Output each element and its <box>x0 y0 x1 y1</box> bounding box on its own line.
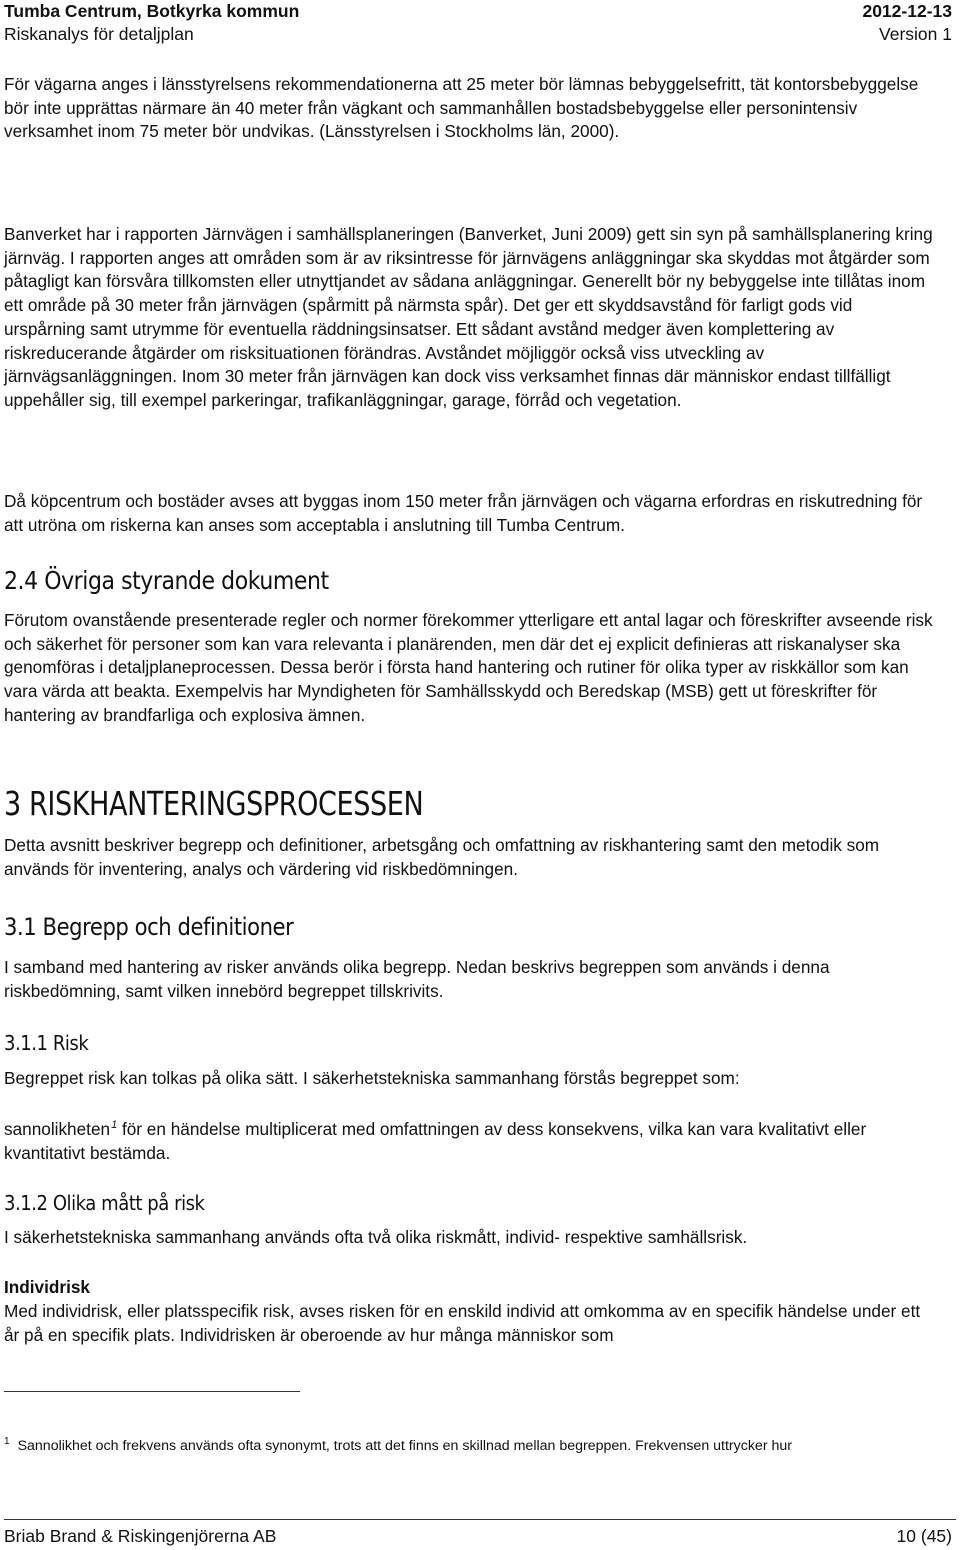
footnote-text: Sannolikhet och frekvens används ofta synonymt, trots att det finns en skillnad mellan begreppen. Frekvensen uttrycker hur <box>17 1438 792 1454</box>
page-header-row-2 <box>4 23 952 45</box>
paragraph-risk-interpretation: Begreppet risk kan tolkas på olika sätt. I säkerhetstekniska sammanhang förstås begreppet som: <box>4 1068 740 1088</box>
heading-individrisk: Individrisk <box>4 1277 90 1297</box>
paragraph-other-documents: Förutom ovanstående presenterade regler och normer förekommer ytterligare ett antal lagar och föreskrifter avseende risk och säkerhet för personer som kan vara relevanta i planärenden, men där det ej explicit definieras att riskanalyser ska genomföras i detaljplaneprocessen. Dessa berör i första hand hantering och rutiner för olika typer av riskkällor som kan vara värda att beakta. Exempelvis har Myndigheten för Samhällsskydd och Beredskap (MSB) gett ut föreskrifter för hantering av brandfarliga och explosiva ämnen. <box>4 610 933 725</box>
footnote-reference[interactable]: 1 <box>111 1119 118 1131</box>
subsection-heading-3-1-2: 3.1.2 Olika mått på risk <box>4 1191 205 1215</box>
paragraph-risk-measures: I säkerhetstekniska sammanhang används ofta två olika riskmått, individ- respektive samhällsrisk. <box>4 1227 748 1247</box>
header-org: Tumba Centrum, Botkyrka kommun <box>4 1 300 21</box>
paragraph-risk-investigation: Då köpcentrum och bostäder avses att byggas inom 150 meter från järnvägen och vägarna erfordras en riskutredning för att utröna om riskerna kan anses som acceptabla i anslutning till Tumba Centrum. <box>4 491 923 535</box>
paragraph-individrisk: Med individrisk, eller platsspecifik risk, avses risken för en enskild individ att omkomma av en specifik händelse under ett år på en specifik plats. Individrisken är oberoende av hur många människor som <box>4 1301 921 1345</box>
section-heading-2-4: 2.4 Övriga styrande dokument <box>4 566 329 595</box>
definition-term: sannolikheten <box>4 1119 111 1139</box>
header-date: 2012-12-13 <box>862 1 952 21</box>
paragraph-chapter-intro: Detta avsnitt beskriver begrepp och definitioner, arbetsgång och omfattning av riskhantering samt den metodik som används för inventering, analys och värdering vid riskbedömningen. <box>4 835 880 879</box>
footnote-number: 1 <box>4 1436 10 1447</box>
subsection-heading-3-1-1: 3.1.1 Risk <box>4 1031 89 1055</box>
chapter-heading-3: 3 RISKHANTERINGSPROCESSEN <box>4 784 424 823</box>
header-version: Version 1 <box>879 24 952 44</box>
header-doc-title: Riskanalys för detaljplan <box>4 24 194 44</box>
page-footer <box>4 1525 952 1547</box>
page-header-row-1 <box>4 0 952 22</box>
footer-separator <box>4 1519 956 1520</box>
footnote <box>4 1432 944 1456</box>
definition-text: för en händelse multiplicerat med omfattningen av dess konsekvens, vilka kan vara kvalitativt eller kvantitativt bestämda. <box>4 1119 867 1163</box>
paragraph-banverket: Banverket har i rapporten Järnvägen i samhällsplaneringen (Banverket, Juni 2009) gett sin syn på samhällsplanering kring järnväg. I rapporten anges att områden som är av riksintresse för järnvägens anläggningar ska skyddas mot åtgärder som påtagligt kan försvåra tillkomsten eller utnyttjandet av sådana anläggningar. Generellt bör ny bebyggelse inte tillåtas inom ett område på 30 meter från järnvägen (spårmitt på närmsta spår). Det ger ett skyddsavstånd för farligt gods vid urspårning samt utrymme för eventuella räddningsinsatser. Ett sådant avstånd medger även komplettering av riskreducerande åtgärder om risksituationen förändras. Avståndet möjliggör också viss utveckling av järnvägsanläggningen. Inom 30 meter från järnvägen kan dock viss verksamhet finnas där människor endast tillfälligt uppehåller sig, till exempel parkeringar, trafikanläggningar, garage, förråd och vegetation. <box>4 224 933 410</box>
footer-company: Briab Brand & Riskingenjörerna AB <box>4 1526 277 1546</box>
paragraph-risk-definition <box>4 1114 934 1165</box>
footnote-separator <box>4 1391 300 1392</box>
section-heading-3-1: 3.1 Begrepp och definitioner <box>4 913 294 941</box>
paragraph-concepts: I samband med hantering av risker används olika begrepp. Nedan beskrivs begreppen som används i denna riskbedömning, samt vilken innebörd begreppet tillskrivits. <box>4 957 830 1001</box>
paragraph-road-distances: För vägarna anges i länsstyrelsens rekommendationerna att 25 meter bör lämnas bebyggelsefritt, tät kontorsbebyggelse bör inte upprättas närmare än 40 meter från vägkant och sammanhållen bostadsbebyggelse eller personintensiv verksamhet inom 75 meter bör undvikas. (Länsstyrelsen i Stockholms län, 2000). <box>4 74 919 142</box>
footer-page-number: 10 (45) <box>896 1526 952 1546</box>
